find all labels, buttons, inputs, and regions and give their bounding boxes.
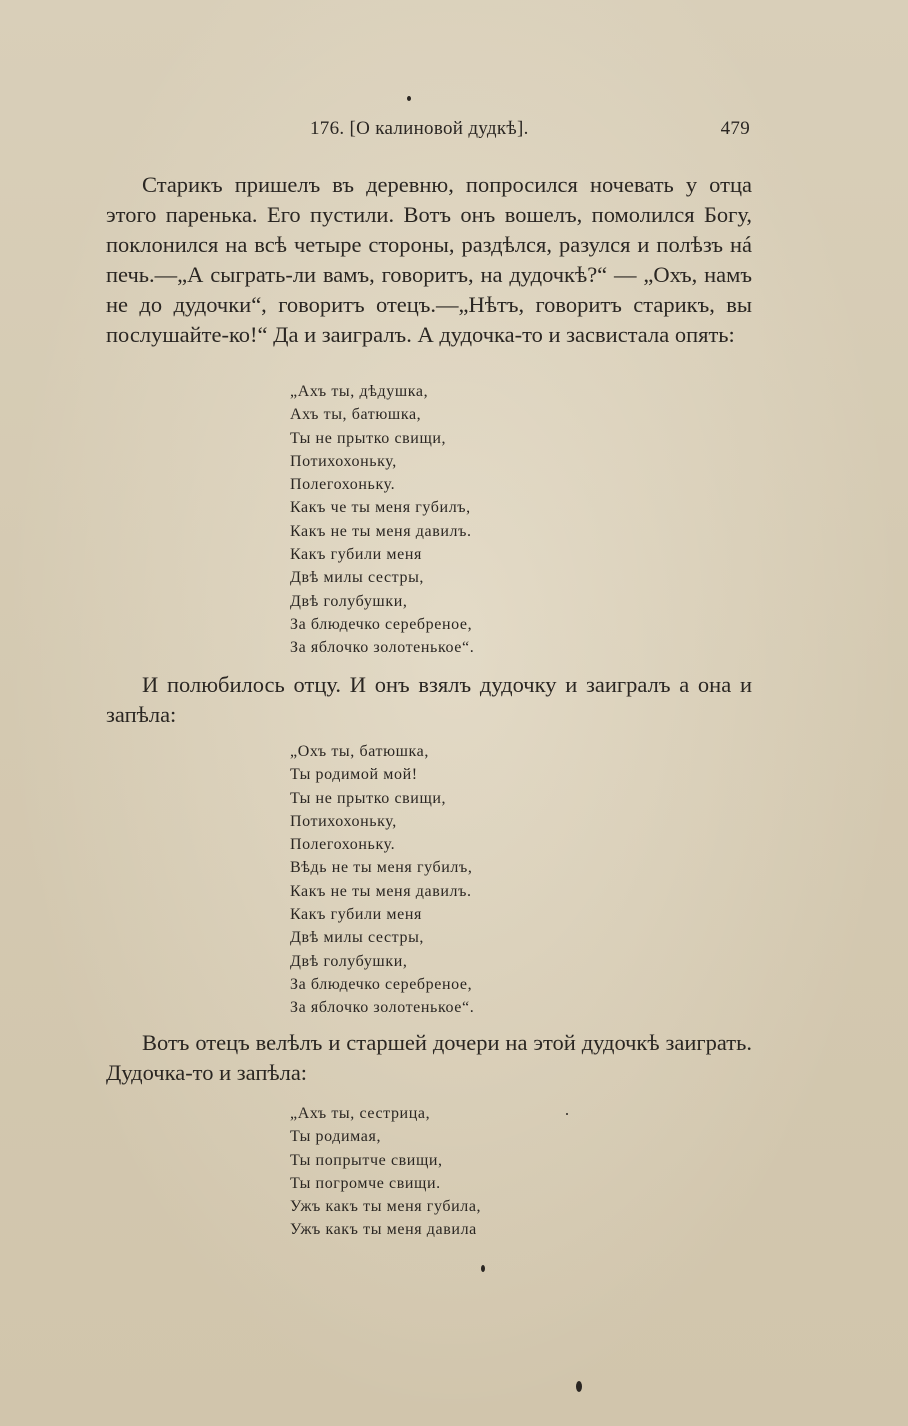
- paragraph-3: [106, 1028, 752, 1088]
- verse-line: Какъ не ты меня давилъ.: [290, 522, 472, 540]
- verse-line: Какъ губили меня: [290, 906, 422, 924]
- verse-line: Ужъ какъ ты меня давила: [290, 1221, 477, 1239]
- verse-line: За блюдечко серебреное,: [290, 615, 473, 633]
- verse-1: [290, 380, 474, 660]
- verse-line: Ты не прытко свищи,: [290, 429, 447, 447]
- verse-line: „Ахъ ты, дѣдушка,: [290, 383, 429, 400]
- verse-line: Ахъ ты, батюшка,: [290, 406, 422, 424]
- paragraph-2: [106, 670, 752, 730]
- verse-line: Ты не прытко свищи,: [290, 789, 447, 807]
- verse-line: Потихохоньку,: [290, 812, 397, 830]
- verse-line: Какъ не ты меня давилъ.: [290, 882, 472, 900]
- verse-line: Двѣ милы сестры,: [290, 569, 425, 587]
- verse-line: Потихохоньку,: [290, 452, 397, 470]
- verse-line: „Ахъ ты, сестрица,: [290, 1105, 431, 1122]
- verse-line: За яблочко золотенькое“.: [290, 999, 475, 1017]
- running-header: [310, 118, 750, 146]
- verse-line: Ты родимая,: [290, 1128, 382, 1146]
- paragraph-3-text: Вотъ отецъ велѣлъ и старшей дочери на этой дудочкѣ заиграть. Дудочка-то и запѣла:: [106, 1030, 752, 1085]
- paragraph-2-text: И полюбилось отцу. И онъ взялъ дудочку и заигралъ а она и запѣла:: [106, 672, 752, 727]
- ink-speck: [481, 1265, 485, 1272]
- verse-3: [290, 1102, 481, 1242]
- ink-speck: [576, 1381, 582, 1392]
- paragraph-1: [106, 170, 752, 350]
- verse-line: Вѣдь не ты меня губилъ,: [290, 859, 473, 877]
- verse-line: Полегохоньку.: [290, 476, 396, 494]
- verse-line: „Охъ ты, батюшка,: [290, 743, 429, 760]
- verse-line: Двѣ голубушки,: [290, 952, 408, 970]
- verse-line: Полегохоньку.: [290, 836, 396, 854]
- verse-line: Ты попрытче свищи,: [290, 1151, 443, 1169]
- ink-speck: [566, 1113, 568, 1115]
- ink-speck: [407, 96, 411, 101]
- verse-line: Какъ губили меня: [290, 546, 422, 564]
- verse-line: За блюдечко серебреное,: [290, 975, 473, 993]
- verse-line: За яблочко золотенькое“.: [290, 639, 475, 657]
- running-title: 176. [О калиновой дудкѣ].: [310, 118, 529, 139]
- verse-line: Ужъ какъ ты меня губила,: [290, 1198, 482, 1216]
- verse-line: Ты родимой мой!: [290, 766, 418, 784]
- paragraph-1-text: Старикъ пришелъ въ деревню, попросился ночевать у отца этого паренька. Его пустили. Вотъ онъ вошелъ, помолился Богу, поклонился на всѣ четыре стороны, раздѣлся, разулся и полѣзъ нá печь.—„А сыграть-ли вамъ, говоритъ, на дудочкѣ?“ — „Охъ, намъ не до дудочки“, говоритъ отецъ.—„Нѣтъ, говоритъ старикъ, вы послушайте-ко!“ Да и заигралъ. А дудочка-то и засвистала опять:: [106, 172, 752, 347]
- verse-line: Ты погромче свищи.: [290, 1174, 441, 1192]
- verse-line: Двѣ голубушки,: [290, 592, 408, 610]
- verse-line: Какъ че ты меня губилъ,: [290, 499, 471, 517]
- verse-2: [290, 740, 474, 1020]
- page-number: 479: [720, 118, 750, 139]
- verse-line: Двѣ милы сестры,: [290, 929, 425, 947]
